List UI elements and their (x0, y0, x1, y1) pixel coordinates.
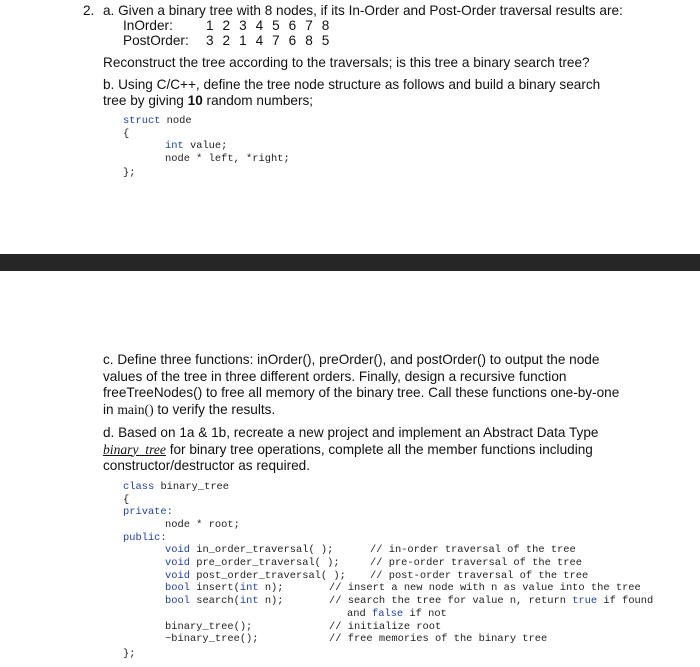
part-d (103, 425, 598, 475)
part-c (103, 352, 619, 418)
bool-keyword: bool (165, 582, 190, 594)
part-a-intro: a. Given a binary tree with 8 nodes, if its In-Order and Post-Order traversal results are: (103, 3, 623, 18)
comment-in-order: // in-order traversal of the tree (370, 544, 576, 556)
struct-value-field (165, 140, 227, 153)
void-keyword: void (165, 557, 190, 569)
method-pre-order (165, 557, 340, 570)
postorder-sequence: 3 2 1 4 7 6 8 5 (206, 33, 332, 48)
method-search (165, 595, 284, 608)
part-d-line2-post: for binary tree operations, complete all the member functions including (165, 441, 593, 457)
page-divider (0, 254, 700, 271)
part-d-line1: d. Based on 1a & 1b, recreate a new project and implement an Abstract Data Type (103, 425, 599, 440)
comment-search-cont-post: if not (403, 608, 447, 620)
question-number: 2. (83, 3, 95, 18)
struct-keyword: struct (123, 115, 161, 127)
part-c-line4 (103, 402, 619, 419)
comment-search-post: if found (597, 595, 654, 607)
method-search-param: n); (258, 595, 284, 607)
struct-pointer-fields: node * left, *right; (165, 153, 290, 165)
int-keyword: int (239, 595, 259, 607)
comment-search (329, 595, 653, 608)
method-insert-param: n); (258, 582, 284, 594)
comment-search-pre: // search the tree for value n, return (329, 595, 573, 607)
class-header (123, 481, 229, 494)
part-c-line1: c. Define three functions: inOrder(), preOrder(), and postOrder() to output the node (103, 352, 600, 367)
root-member: node * root; (165, 519, 240, 531)
destructor: ~binary_tree(); (165, 633, 259, 645)
class-name: binary_tree (160, 481, 230, 493)
part-b-line2-post: random numbers; (202, 93, 314, 108)
void-keyword: void (165, 570, 190, 582)
true-keyword: true (572, 595, 598, 607)
part-c-line4-pre: in (103, 401, 118, 417)
part-b-line2 (103, 92, 313, 109)
part-c-line2: values of the tree in three different orders. Finally, design a recursive function (103, 368, 567, 384)
part-c-line3: freeTreeNodes() to free all memory of the binary tree. Call these functions one-by-one (103, 385, 620, 400)
inorder-label: InOrder: (123, 18, 173, 33)
int-keyword: int (239, 582, 259, 594)
part-d-line2 (103, 442, 598, 459)
reconstruct-text: Reconstruct the tree according to the traversals; is this tree a binary search tree? (103, 55, 590, 70)
method-search-name: search( (196, 595, 240, 607)
postorder-label: PostOrder: (123, 33, 189, 48)
comment-destructor: // free memories of the binary tree (329, 633, 548, 645)
part-c-line4-post: to verify the results. (153, 401, 276, 417)
struct-close-brace: }; (123, 167, 136, 179)
method-pre-order-name: pre_order_traversal( ); (196, 557, 340, 569)
part-b-line2-pre: tree by giving (103, 93, 188, 108)
comment-constructor: // initialize root (329, 621, 442, 633)
method-in-order-name: in_order_traversal( ); (196, 544, 334, 556)
bool-keyword: bool (165, 595, 190, 607)
value-decl: value; (189, 140, 228, 152)
struct-open-brace: { (123, 128, 130, 140)
void-keyword: void (165, 544, 190, 556)
comment-post-order: // post-order traversal of the tree (370, 570, 589, 582)
private-label: private: (123, 506, 173, 518)
comment-search-cont-pre: and (347, 608, 372, 620)
method-in-order (165, 544, 333, 557)
main-function-name: main() (117, 401, 154, 417)
false-keyword: false (371, 608, 404, 620)
part-d-line3: constructor/destructor as required. (103, 458, 311, 473)
comment-insert: // insert a new node with n as value into the tree (329, 582, 641, 594)
class-keyword: class (123, 481, 155, 493)
binary-tree-adt-name: binary_tree (103, 441, 166, 457)
method-insert (165, 582, 284, 595)
part-b-line1: b. Using C/C++, define the tree node structure as follows and build a binary search (103, 77, 601, 92)
class-open-brace: { (123, 494, 130, 506)
comment-pre-order: // pre-order traversal of the tree (370, 557, 583, 569)
inorder-sequence: 1 2 3 4 5 6 7 8 (206, 18, 332, 33)
method-post-order-name: post_order_traversal( ); (196, 570, 346, 582)
comment-search-cont (347, 608, 447, 621)
random-count: 10 (187, 93, 203, 108)
method-insert-name: insert( (196, 582, 240, 594)
constructor: binary_tree(); (165, 621, 253, 633)
class-close-brace: }; (123, 648, 136, 660)
int-keyword: int (165, 140, 184, 152)
public-label: public: (123, 532, 167, 544)
struct-name: node (166, 115, 192, 127)
struct-header (123, 115, 192, 128)
